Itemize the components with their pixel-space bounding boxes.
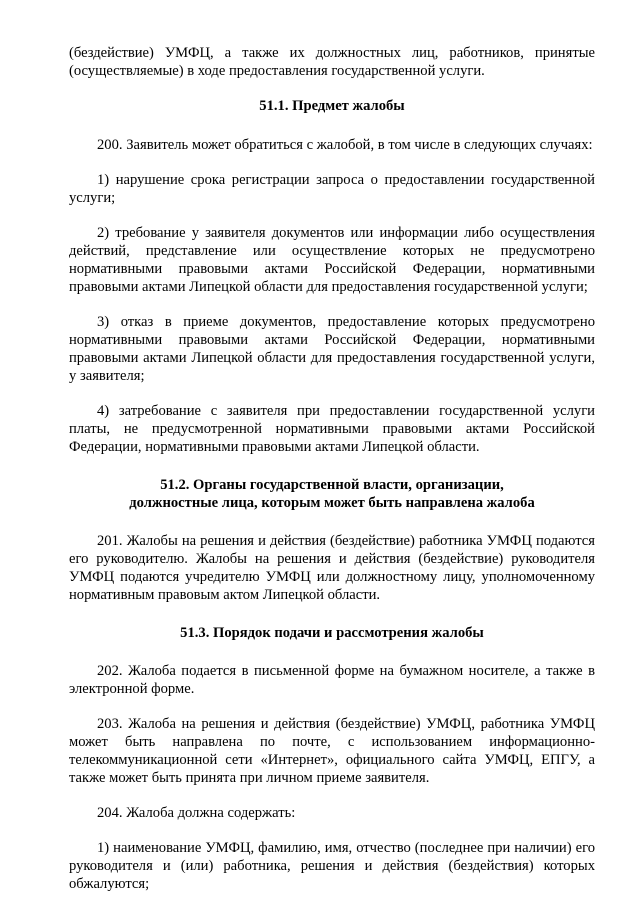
paragraph-203: 203. Жалоба на решения и действия (бездействие) УМФЦ, работника УМФЦ может быть направлена по почте, с использованием информационно-телекоммуникационной сети «Интернет», официального сайта УМФЦ, ЕПГУ, а также может быть принята при личном приеме заявителя. (69, 716, 595, 786)
paragraph-201: 201. Жалобы на решения и действия (бездействие) работника УМФЦ подаются его руководителю. Жалобы на решения и действия (бездействие) руководителя УМФЦ подаются учредителю УМФЦ или должностному лицу, уполномоченному нормативным правовым актом Липецкой области. (69, 533, 595, 603)
paragraph-200-item-3: 3) отказ в приеме документов, предоставление которых предусмотрено нормативными правовыми актами Российской Федерации, нормативными правовыми актами Липецкой области для предоставления государственной услуги, у заявителя; (69, 314, 595, 384)
intro-paragraph: (бездействие) УМФЦ, а также их должностных лиц, работников, принятые (осуществляемые) в ходе предоставления государственной услуги. (69, 45, 595, 79)
section-heading-51-2-line-2: должностные лица, которым может быть направлена жалоба (129, 495, 535, 511)
paragraph-200: 200. Заявитель может обратиться с жалобой, в том числе в следующих случаях: (97, 137, 593, 153)
section-heading-51-2-line-1: 51.2. Органы государственной власти, организации, (160, 477, 504, 493)
paragraph-200-item-2: 2) требование у заявителя документов или информации либо осуществления действий, представление или осуществление которых не предусмотрено нормативными правовыми актами Российской Федерации, нормативными правовыми актами Липецкой области для предоставления государственной услуги; (69, 225, 595, 295)
paragraph-200-item-1: 1) нарушение срока регистрации запроса о предоставлении государственной услуги; (69, 172, 595, 206)
section-heading-51-1: 51.1. Предмет жалобы (259, 98, 405, 114)
section-heading-51-3: 51.3. Порядок подачи и рассмотрения жалобы (180, 625, 484, 641)
paragraph-204: 204. Жалоба должна содержать: (97, 805, 296, 821)
paragraph-204-item-1: 1) наименование УМФЦ, фамилию, имя, отчество (последнее при наличии) его руководителя и (или) работника, решения и действия (бездействия) которых обжалуются; (69, 840, 595, 892)
paragraph-202: 202. Жалоба подается в письменной форме на бумажном носителе, а также в электронной форме. (69, 663, 595, 697)
document-page (69, 44, 595, 893)
section-heading-51-2 (69, 476, 595, 512)
paragraph-200-item-4: 4) затребование с заявителя при предоставлении государственной услуги платы, не предусмотренной нормативными правовыми актами Российской Федерации, нормативными правовыми актами Липецкой области. (69, 403, 595, 455)
